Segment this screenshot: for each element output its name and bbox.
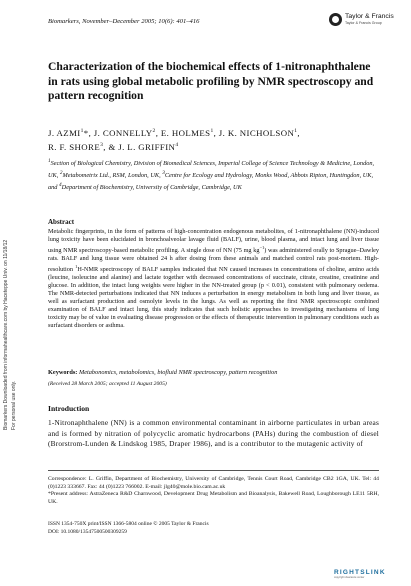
article-title: Characterization of the biochemical effects of 1-nitronaphthalene in rats using global metabolic profiling by NMR spectroscopy and pattern recognition xyxy=(48,60,374,102)
keywords-label: Keywords: xyxy=(48,369,78,376)
rightslink-logo[interactable] xyxy=(334,569,400,579)
rightslink-tagline: copyright clearance center xyxy=(334,576,365,579)
publication-info xyxy=(48,521,379,536)
doi-line: DOI: 10.1080/13547500500309259 xyxy=(48,528,127,535)
issn-line: ISSN 1354-750X print/ISSN 1366-5804 online © 2005 Taylor & Francis xyxy=(48,521,209,527)
affiliations: $^1$Section of Biological Chemistry, Division of Biomedical Sciences, Imperial College of Science Technology & Medicine, London, UK, $^2$Metabometrix Ltd., RSM, London, UK, $^3$Centre for Ecology and Hydrology, Monks Wood, Abbots Ripton, Huntingdon, UK, and $^4$Department of Biochemistry, University of Cambridge, Cambridge, UK xyxy=(48,158,375,191)
correspondence-note: Correspondence: L. Griffin, Department of Biochemistry, University of Cambridge, Tennis Court Road, Cambridge CB2 1GA, UK. Tel: 44 (0)1223 333667. Fax: 44 (0)1223 766002. E-mail: jlg40@mole.bio.cam.ac.uk xyxy=(48,476,379,490)
introduction-text: 1-Nitronaphthalene (NN) is a common environmental contaminant in airborne particulates in urban areas and is formed by nitration of polycyclic aromatic hydrocarbons (PAHs) during the combustion of diesel (Brorstrom-Lunden & Lindskog 1985, Draper 1986), and is a contributor to the mutagenic activity of xyxy=(48,418,379,448)
publisher-name: Taylor & Francis xyxy=(345,13,394,20)
footnotes xyxy=(48,476,379,507)
authors-line-2: R. F. SHORE$^3$, & J. L. GRIFFIN$^4$ xyxy=(48,141,179,152)
footnote-divider xyxy=(48,470,379,471)
author-list xyxy=(48,125,378,153)
authors-line-1: J. AZMI$^1$*, J. CONNELLY$^2$, E. HOLMES$^1$, J. K. NICHOLSON$^1$, xyxy=(48,127,300,138)
rightslink-wordmark: RIGHTSLINK xyxy=(334,569,386,576)
personal-use-note: For personal use only. xyxy=(11,380,17,430)
keywords-list: Metabonomics, metabolomics, biofluid NMR spectroscopy, pattern recognition xyxy=(77,369,278,376)
introduction-heading: Introduction xyxy=(48,404,90,413)
publisher-logo-icon xyxy=(329,13,342,26)
download-note: Biomarkers Downloaded from informahealthcare.com by Haceteppe Univ. on 11/18/12 xyxy=(3,239,9,430)
abstract-text: Metabolic fingerprints, in the form of patterns of high-concentration endogenous metabolites, of 1-nitronaphthalene (NN)-induced lung toxicity have been elucidated in bronchoalveolar lavage fluid (BALF), urine, blood plasma, and intact lung and liver tissue using NMR spectroscopy-based metabolic profiling. A single dose of NN (75 mg $kg^{-1}$) was administered orally to Sprague–Dawley rats. BALF and lung tissue were obtained 24 h after dosing from these animals and matched control rats post-mortem. High-resolution $^1$H-NMR spectroscopy of BALF samples indicated that NN caused increases in concentrations of choline, amino acids (leucine, isoleucine and alanine) and lactate together with decreased concentrations of succinate, citrate, creatine, creatinine and glucose. In addition, the intact lung weights were higher in the NN-treated group (p < 0.01), consistent with pulmonary oedema. The NMR-detected perturbations indicated that NN induces a perturbation in energy metabolism in both lung and liver tissue, as well as surfactant production and osmolyte levels in the lungs. As well as reporting the first NMR spectroscopic combined examination of BALF and intact lung, this study indicates that such holistic approaches to investigating mechanisms of lung toxicity may be of value in evaluating disease progression or the effects of therapeutic intervention in pulmonary conditions such as surfactant disorders or asthma. xyxy=(48,228,380,329)
received-dates: (Received 28 March 2005; accepted 11 August 2005) xyxy=(48,381,167,387)
keywords xyxy=(48,369,378,376)
download-watermark xyxy=(3,180,27,430)
present-address-note: *Present address: AstraZeneca R&D Charnwood, Development Drug Metabolism and Bioanalysis, Bakewell Road, Loughborough LE11 5RH, UK. xyxy=(48,491,379,506)
journal-citation: Biomarkers, November–December 2005; 10(6): 401–416 xyxy=(48,18,200,25)
abstract-heading: Abstract xyxy=(48,218,75,226)
publisher-tagline: Taylor & Francis Group xyxy=(345,21,382,25)
publisher-logo xyxy=(329,11,399,31)
